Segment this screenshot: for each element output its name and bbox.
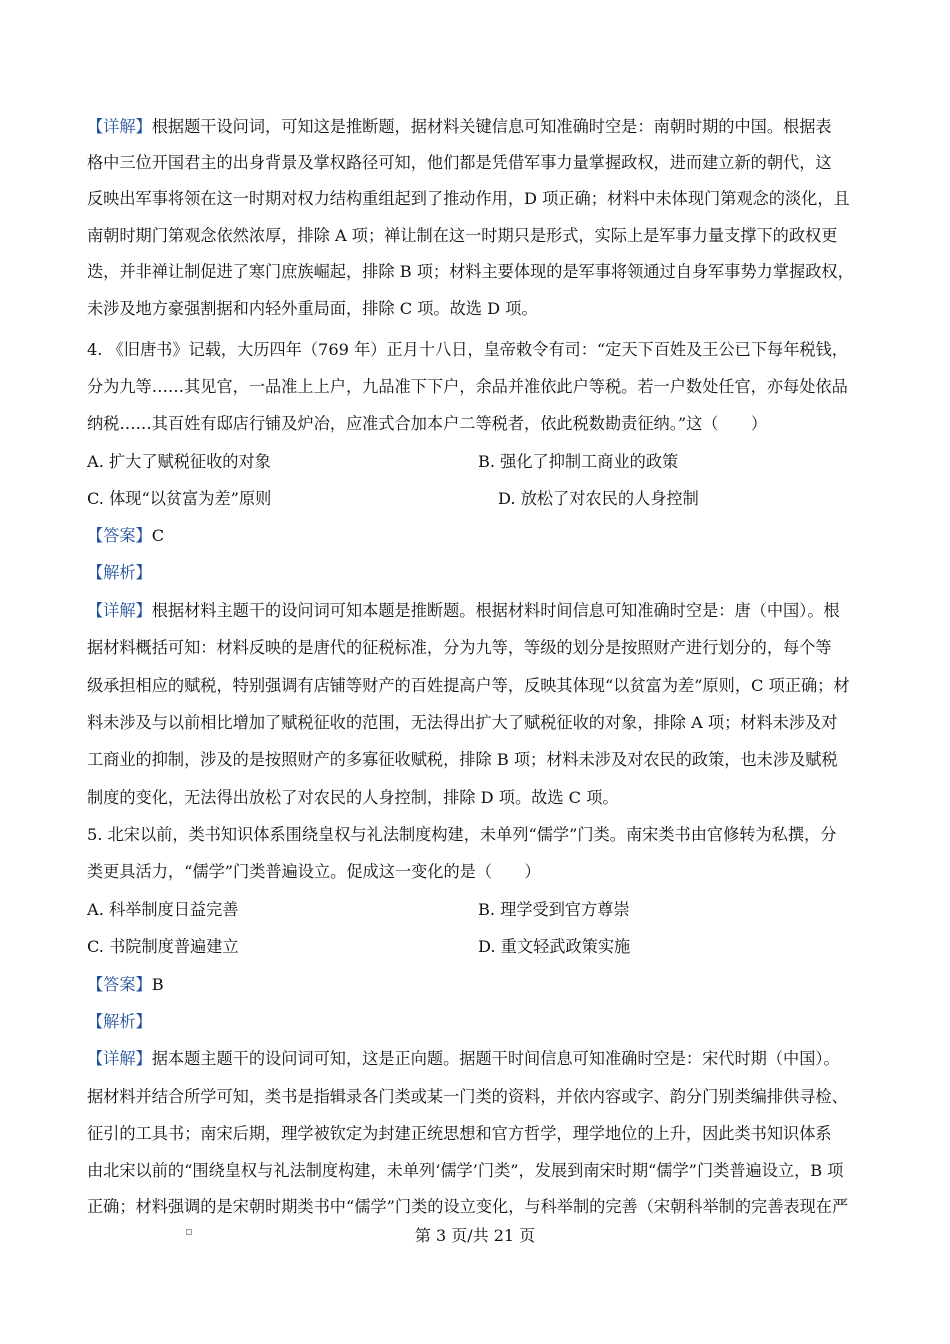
option-c: C. 体现“以贫富为差”原则 xyxy=(87,489,272,508)
option-b: B. 强化了抑制工商业的政策 xyxy=(478,452,679,471)
analysis-heading: 【解析】 xyxy=(87,1012,152,1031)
detail-line: 工商业的抑制，涉及的是按照财产的多寡征收赋税，排除 B 项；材料未涉及对农民的政策，也未涉及赋税 xyxy=(87,750,838,769)
detail-line: 反映出军事将领在这一时期对权力结构重组起到了推动作用，D 项正确；材料中未体现门第观念的淡化，且 xyxy=(87,189,850,208)
answer-tag: 【答案】 xyxy=(87,975,152,994)
question-stem-line: 纳税……其百姓有邸店行铺及炉冶，应准式合加本户二等税者，依此税数勘责征纳。”这（ ） xyxy=(87,414,768,433)
question-stem-line: 类更具活力，“儒学”门类普遍设立。促成这一变化的是（ ） xyxy=(87,862,541,881)
option-d: D. 重文轻武政策实施 xyxy=(478,937,631,956)
question-stem-line: 分为九等……其见官，一品准上上户，九品准下下户，余品并准依此户等税。若一户数处任官，亦每处依品 xyxy=(87,377,848,396)
detail-line: 据材料概括可知：材料反映的是唐代的征税标准，分为九等，等级的划分是按照财产进行划分的，每个等 xyxy=(87,638,832,657)
analysis-heading: 【解析】 xyxy=(87,563,152,582)
detail-line: 料未涉及与以前相比增加了赋税征收的范围，无法得出扩大了赋税征收的对象，排除 A 项；材料未涉及对 xyxy=(87,713,838,732)
detail-line: 征引的工具书；南宋后期，理学被钦定为封建正统思想和官方哲学，理学地位的上升，因此类书知识体系 xyxy=(87,1124,832,1143)
answer-line xyxy=(87,526,164,546)
detail-tag: 【详解】 xyxy=(87,1049,152,1068)
question-stem-line: 5. 北宋以前，类书知识体系围绕皇权与礼法制度构建，未单列“儒学”门类。南宋类书由官修转为私撰，分 xyxy=(87,825,837,844)
option-b: B. 理学受到官方尊崇 xyxy=(478,900,630,919)
detail-line: 由北宋以前的“围绕皇权与礼法制度构建，未单列‘儒学’门类”，发展到南宋时期“儒学”门类普遍设立，B 项 xyxy=(87,1161,844,1180)
answer-line xyxy=(87,975,164,995)
option-c: C. 书院制度普遍建立 xyxy=(87,937,239,956)
option-a: A. 扩大了赋税征收的对象 xyxy=(87,452,271,471)
detail-line: 正确；材料强调的是宋朝时期类书中“儒学”门类的设立变化，与科举制的完善（宋朝科举制的完善表现在严 xyxy=(87,1197,849,1216)
detail-tag: 【详解】 xyxy=(87,601,152,620)
option-d: D. 放松了对农民的人身控制 xyxy=(498,489,699,508)
detail-line: 制度的变化，无法得出放松了对农民的人身控制，排除 D 项。故选 C 项。 xyxy=(87,788,619,807)
detail-tag: 【详解】 xyxy=(87,117,152,136)
detail-line: 据材料并结合所学可知，类书是指辑录各门类或某一门类的资料，并依内容或字、韵分门别类编排供寻检、 xyxy=(87,1087,848,1106)
option-a: A. 科举制度日益完善 xyxy=(87,900,239,919)
detail-line: 迭，并非禅让制促进了寒门庶族崛起，排除 B 项；材料主要体现的是军事将领通过自身军事势力掌握政权， xyxy=(87,262,854,281)
detail-line: 【详解】据本题主题干的设问词可知，这是正向题。据题干时间信息可知准确时空是：宋代时期（中国）。 xyxy=(87,1049,840,1068)
answer-tag: 【答案】 xyxy=(87,526,152,545)
detail-line: 级承担相应的赋税，特别强调有店铺等财产的百姓提高户等，反映其体现“以贫富为差”原则，C 项正确；材 xyxy=(87,676,850,695)
answer-value: B xyxy=(151,975,164,994)
detail-line: 【详解】根据材料主题干的设问词可知本题是推断题。根据材料时间信息可知准确时空是：唐（中国）。根 xyxy=(87,601,840,620)
detail-line: 格中三位开国君主的出身背景及掌权路径可知，他们都是凭借军事力量掌握政权，进而建立新的朝代，这 xyxy=(87,153,832,172)
answer-value: C xyxy=(151,526,165,545)
detail-line: 未涉及地方豪强割据和内轻外重局面，排除 C 项。故选 D 项。 xyxy=(87,299,538,318)
detail-line: 南朝时期门第观念依然浓厚，排除 A 项；禅让制在这一时期只是形式，实际上是军事力量支撑下的政权更 xyxy=(87,226,838,245)
detail-line: 【详解】根据题干设问词，可知这是推断题，据材料关键信息可知准确时空是：南朝时期的中国。根据表 xyxy=(87,117,832,136)
question-stem-line: 4. 《旧唐书》记载，大历四年（769 年）正月十八日，皇帝敕令有司：“定天下百姓及王公已下每年税钱， xyxy=(87,340,848,359)
page-footer: 第 3 页/共 21 页 xyxy=(414,1226,536,1245)
